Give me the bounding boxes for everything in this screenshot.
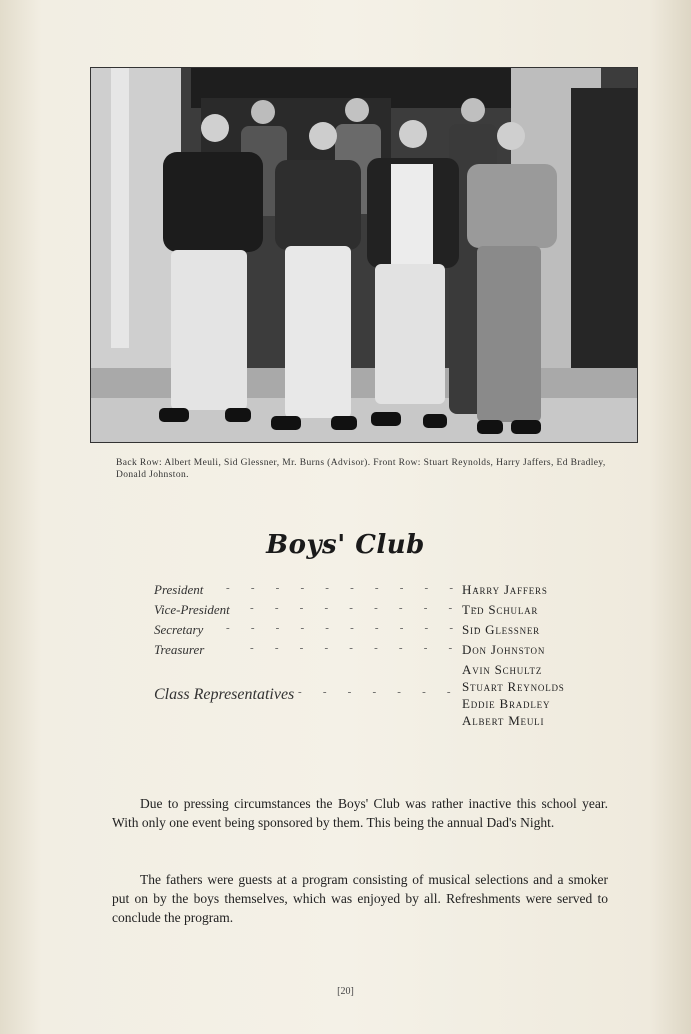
- rep-name: Eddie Bradley: [462, 696, 551, 711]
- officers-list: [154, 582, 594, 662]
- officer-name: Don Johnston: [462, 642, 546, 657]
- body-paragraph: The fathers were guests at a program consisting of musical selections and a smoker put on by the boys themselves, which was enjoyed by all. Refreshments were served to conclude the program.: [112, 871, 608, 925]
- officer-role: Vice-President: [154, 602, 230, 617]
- leader-dots: - - - - - - - - -: [250, 642, 462, 654]
- class-representatives: [154, 662, 594, 732]
- photo-caption: Back Row: Albert Meuli, Sid Glessner, Mr. Burns (Advisor). Front Row: Stuart Reynolds, Harry Jaffers, Ed Bradley, Donald Johnston.: [116, 458, 606, 480]
- officer-row-president: [154, 582, 594, 602]
- officer-role: President: [154, 582, 204, 597]
- reps-names: [462, 662, 565, 730]
- rep-name: Avin Schultz: [462, 662, 543, 677]
- officer-role: Secretary: [154, 622, 204, 637]
- officer-name: Sid Glessner: [462, 622, 540, 637]
- officer-name: Harry Jaffers: [462, 582, 548, 597]
- officer-row-treasurer: [154, 642, 594, 662]
- officer-row-vice-president: [154, 602, 594, 622]
- leader-dots: - - - - - - - - - - -: [226, 582, 487, 594]
- leader-dots: - - - - - - - - - -: [250, 602, 487, 614]
- officer-role: Treasurer: [154, 642, 205, 657]
- rep-name: Stuart Reynolds: [462, 679, 565, 694]
- officer-name: Ted Schular: [462, 602, 539, 617]
- leader-dots: - - - - - - -: [298, 686, 460, 698]
- rep-name: Albert Meuli: [462, 713, 545, 728]
- reps-role: Class Representatives: [154, 686, 295, 703]
- leader-dots: - - - - - - - - - - -: [226, 622, 487, 634]
- group-photo: [90, 67, 638, 443]
- page-title: Boys' Club: [266, 530, 425, 560]
- body-paragraph: Due to pressing circumstances the Boys' Club was rather inactive this school year. With only one event being sponsored by them. This being the annual Dad's Night.: [112, 795, 608, 830]
- group-photo-image: [91, 68, 637, 442]
- officer-row-secretary: [154, 622, 594, 642]
- page-number: [20]: [337, 986, 354, 997]
